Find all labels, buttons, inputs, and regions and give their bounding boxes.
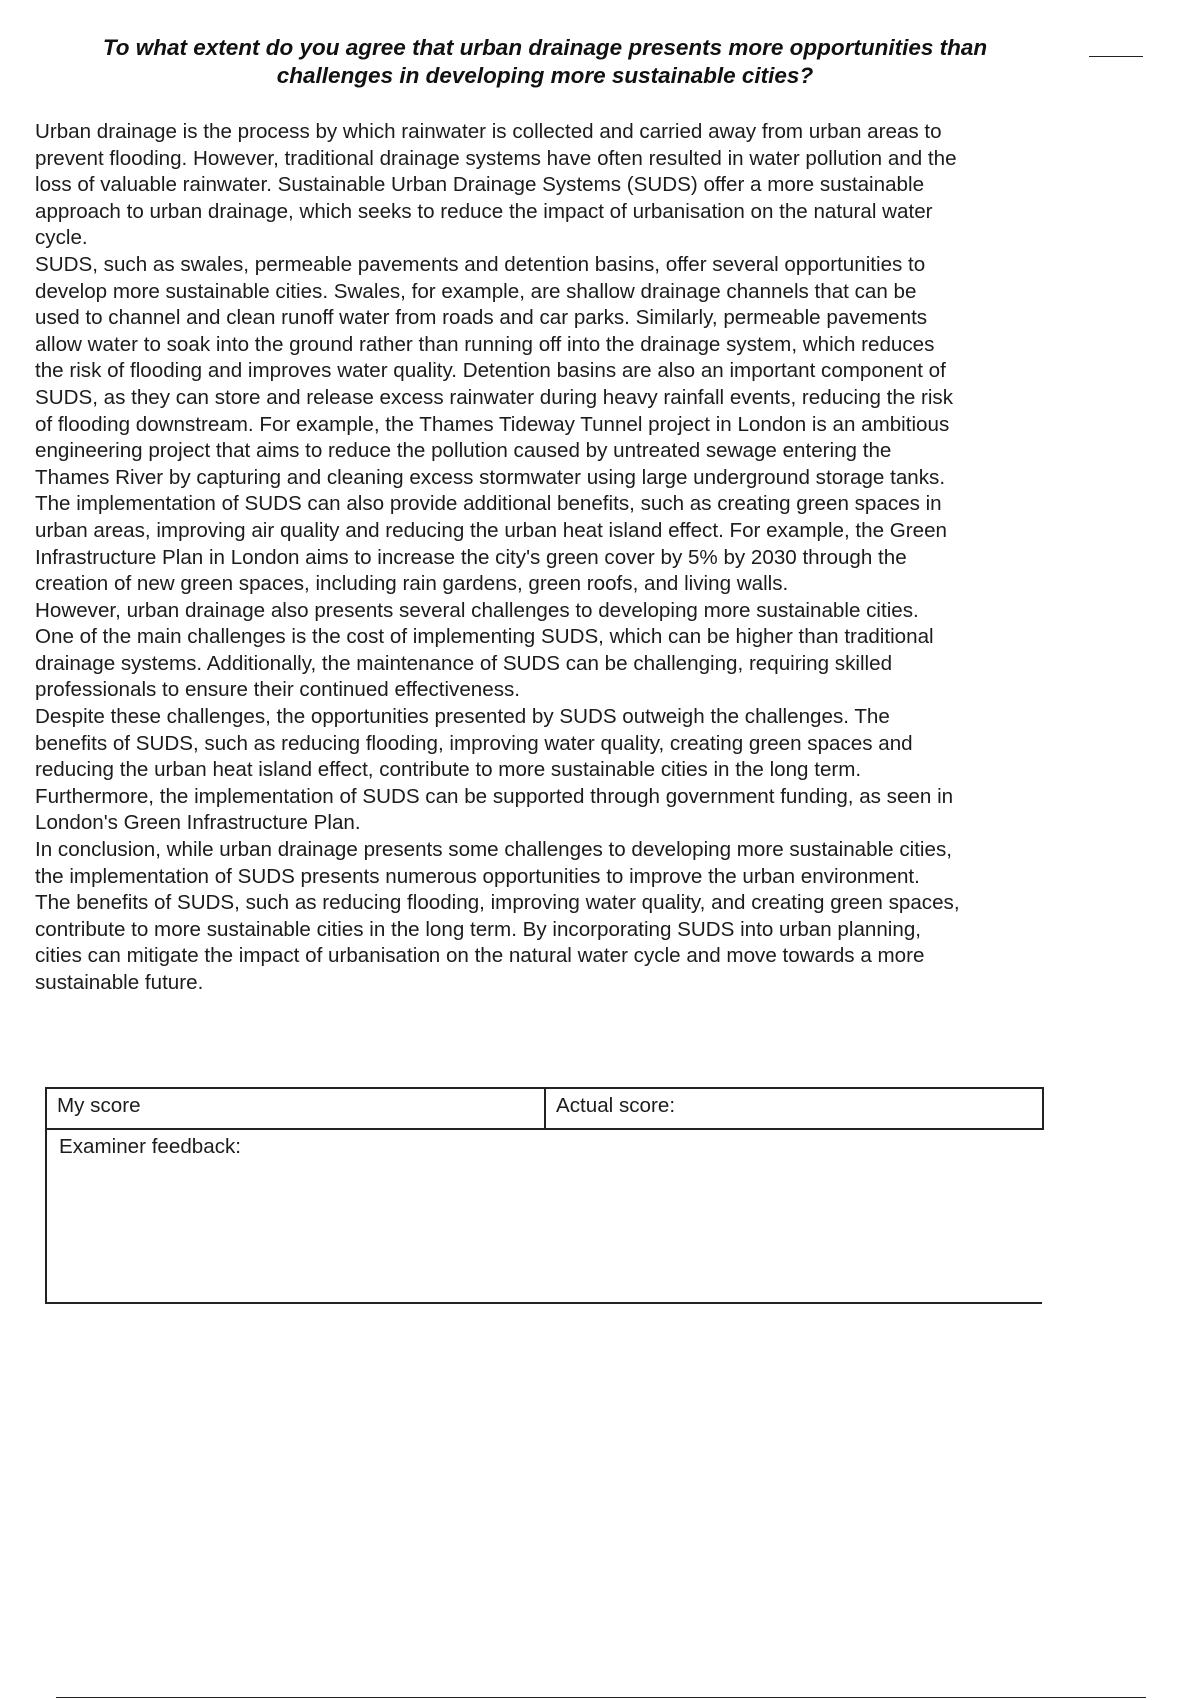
header-answer-line (1089, 56, 1143, 57)
essay-paragraph: The implementation of SUDS can also provide additional benefits, such as creating green spaces in urban areas, improving air quality and reducing the urban heat island effect. For example, the Green Infrastructure Plan in London aims to increase the city's green cover by 5% by 2030 through the creation of new green spaces, including rain gardens, green roofs, and living walls. (35, 492, 947, 596)
examiner-feedback-label: Examiner feedback: (59, 1135, 242, 1158)
score-row (45, 1087, 1044, 1130)
score-cell-divider (544, 1089, 546, 1128)
essay-paragraph: Urban drainage is the process by which rainwater is collected and carried away from urban areas to prevent flooding. However, traditional drainage systems have often resulted in water pollution and the loss of valuable rainwater. Sustainable Urban Drainage Systems (SUDS) offer a more sustainable approach to urban drainage, which seeks to reduce the impact of urbanisation on the natural water cycle. (35, 120, 957, 250)
essay-paragraph: In conclusion, while urban drainage presents some challenges to developing more sustainable cities, the implementation of SUDS presents numerous opportunities to improve the urban environment. The benefits of SUDS, such as reducing flooding, improving water quality, and creating green spaces, contribute to more sustainable cities in the long term. By incorporating SUDS into urban planning, cities can mitigate the impact of urbanisation on the natural water cycle and move towards a more sustainable future. (35, 838, 960, 994)
essay-paragraph: SUDS, such as swales, permeable pavements and detention basins, offer several opportunities to develop more sustainable cities. Swales, for example, are shallow drainage channels that can be used to channel and clean runoff water from roads and car parks. Similarly, permeable pavements allow water to soak into the ground rather than running off into the drainage system, which reduces the risk of flooding and improves water quality. Detention basins are also an important component of SUDS, as they can store and release excess rainwater during heavy rainfall events, reducing the risk of flooding downstream. For example, the Thames Tideway Tunnel project in London is an ambitious engineering project that aims to reduce the pollution caused by untreated sewage entering the Thames River by capturing and cleaning excess stormwater using large underground storage tanks. (35, 252, 954, 489)
actual-score-label: Actual score: (556, 1094, 676, 1117)
essay-body (35, 119, 960, 997)
essay-paragraph: Despite these challenges, the opportunities presented by SUDS outweigh the challenges. The benefits of SUDS, such as reducing flooding, improving water quality, creating green spaces and reducing the urban heat island effect, contribute to more sustainable cities in the long term. Furthermore, the implementation of SUDS can be supported through government funding, as seen in London's Green Infrastructure Plan. (35, 705, 954, 835)
essay-paragraph: However, urban drainage also presents several challenges to developing more sustainable cities. One of the main challenges is the cost of implementing SUDS, which can be higher than traditional drainage systems. Additionally, the maintenance of SUDS can be challenging, requiring skilled professionals to ensure their continued effectiveness. (35, 598, 934, 702)
footer-rule (56, 1697, 1146, 1698)
score-table (45, 1087, 1044, 1347)
my-score-label: My score (57, 1094, 141, 1117)
page-title: To what extent do you agree that urban drainage presents more opportunities than challenges in developing more sustainable cities? (102, 35, 988, 88)
